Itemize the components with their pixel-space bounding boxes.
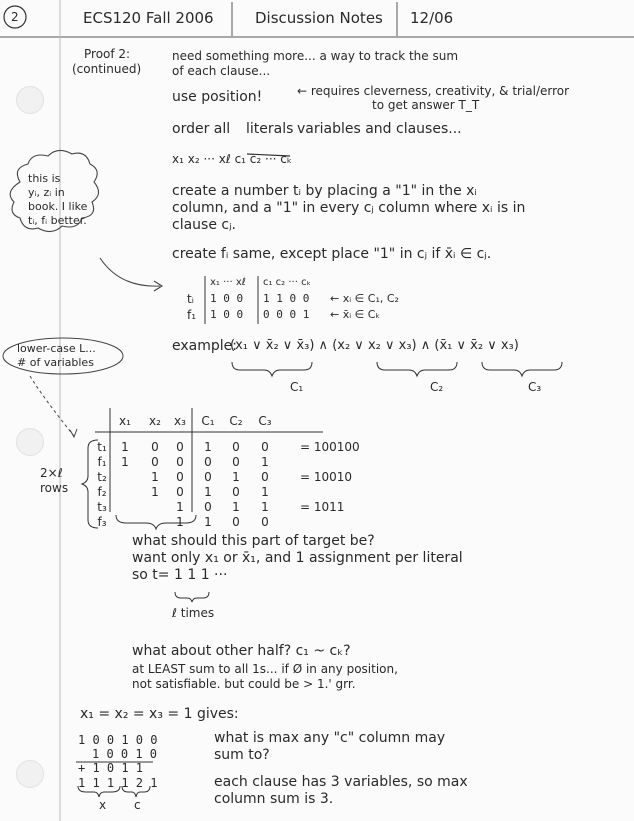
side-label-1: 2×ℓ <box>40 466 63 480</box>
binder-hole <box>16 760 44 788</box>
table-cell: 0 <box>232 440 240 454</box>
table-cell: 0 <box>261 515 269 529</box>
target-q3: so t= 1 1 1 ··· <box>132 567 228 583</box>
table-cell: 1 <box>121 440 129 454</box>
binder-hole <box>16 428 44 456</box>
table-cell: 1 <box>121 455 129 469</box>
table-row-label: f₃ <box>97 515 107 529</box>
clause-label-c1: C₁ <box>290 380 304 394</box>
line-create-f: create fᵢ same, except place "1" in cⱼ if x̄ᵢ ∈ cⱼ. <box>172 246 492 262</box>
table-header-cell: C₃ <box>258 414 272 428</box>
ans-2: column sum is 3. <box>214 791 334 807</box>
line-create-t1: create a number tᵢ by placing a "1" in the xᵢ <box>172 183 477 199</box>
table-header-cell: x₃ <box>174 414 186 428</box>
table-cell: 0 <box>261 440 269 454</box>
mini-row-note: ← x̄ᵢ ∈ Cₖ <box>330 308 381 321</box>
table-cell: 0 <box>176 470 184 484</box>
mini-row-label: f₁ <box>187 308 197 322</box>
table-cell: 0 <box>232 455 240 469</box>
cloud-note-4: tᵢ, fᵢ better. <box>28 214 87 227</box>
table-cell: 0 <box>151 455 159 469</box>
mini-row-label: tᵢ <box>187 292 194 306</box>
assignment-eq: x₁ = x₂ = x₃ = 1 gives: <box>80 706 239 722</box>
mini-header-x: x₁ ··· xℓ <box>210 277 246 288</box>
table-cell: 1 <box>151 470 159 484</box>
sum-row-2: 1 0 0 1 0 <box>92 747 158 761</box>
q-max-2: sum to? <box>214 747 270 763</box>
other-half-3: not satisfiable. but could be > 1.' grr. <box>132 677 356 691</box>
table-row-label: t₂ <box>97 470 107 484</box>
table-cell: 0 <box>232 515 240 529</box>
table-cell: 1 <box>232 470 240 484</box>
table-row-label: t₃ <box>97 500 107 514</box>
other-half-2: at LEAST sum to all 1s... if Ø in any position, <box>132 662 398 676</box>
table-cell: 1 <box>204 485 212 499</box>
side-label-2: rows <box>40 481 69 495</box>
table-cell: 1 <box>151 485 159 499</box>
clause-label-c2: C₂ <box>430 380 444 394</box>
cloud-note-2: yᵢ, zᵢ in <box>28 186 65 199</box>
sum-row-1: 1 0 0 1 0 0 <box>78 733 158 747</box>
line-use-position: use position! <box>172 89 263 105</box>
mini-header-c: c₁ c₂ ··· cₖ <box>263 277 311 288</box>
table-cell: 0 <box>176 485 184 499</box>
under-label-x: x <box>99 798 107 812</box>
table-cell: 0 <box>204 500 212 514</box>
table-row-label: t₁ <box>97 440 107 454</box>
table-header-cell: x₂ <box>149 414 161 428</box>
notes-title: Discussion Notes <box>255 9 383 27</box>
table-row-result: = 10010 <box>300 470 353 484</box>
table-cell: 0 <box>204 470 212 484</box>
table-header-cell: x₁ <box>119 414 131 428</box>
table-header-cell: C₂ <box>229 414 243 428</box>
table-cell: 1 <box>176 515 184 529</box>
line-order-struck: literals <box>246 121 294 137</box>
line-cleverness2: to get answer T_T <box>372 98 480 112</box>
mini-row-cs: 1 1 0 0 <box>263 292 310 305</box>
proof-continued: (continued) <box>72 62 142 76</box>
under-label-c: c <box>134 798 141 812</box>
table-row-result: = 1011 <box>300 500 345 514</box>
line-cleverness: ← requires cleverness, creativity, & trial/error <box>297 84 570 98</box>
page-number: 2 <box>11 10 19 24</box>
mini-row-xs: 1 0 0 <box>210 292 244 305</box>
q-max-1: what is max any "c" column may <box>214 730 446 746</box>
proof-label: Proof 2: <box>84 47 131 61</box>
line-order-pre: order all <box>172 121 231 137</box>
course-title: ECS120 Fall 2006 <box>83 9 214 27</box>
line-need: need something more... a way to track the sum <box>172 49 459 63</box>
table-row-label: f₁ <box>97 455 107 469</box>
line-seq: x₁ x₂ ··· xℓ c₁ c₂ ··· cₖ <box>172 152 292 166</box>
sum-row-3: + 1 0 1 1 <box>78 761 144 775</box>
lowercase-note-2: # of variables <box>17 356 94 369</box>
mini-row-xs: 1 0 0 <box>210 308 244 321</box>
table-cell: 0 <box>151 440 159 454</box>
line-need2: of each clause... <box>172 64 271 78</box>
table-cell: 0 <box>176 455 184 469</box>
table-cell: 0 <box>176 440 184 454</box>
table-cell: 1 <box>261 455 269 469</box>
line-create-t2: column, and a "1" in every cⱼ column where xᵢ is in <box>172 200 526 216</box>
table-cell: 0 <box>261 470 269 484</box>
ans-1: each clause has 3 variables, so max <box>214 774 468 790</box>
table-cell: 1 <box>204 515 212 529</box>
notes-date: 12/06 <box>410 9 454 27</box>
target-times: ℓ times <box>172 606 215 620</box>
table-cell: 1 <box>261 500 269 514</box>
cloud-note-3: book. I like <box>28 200 88 213</box>
table-row-result: = 100100 <box>300 440 360 454</box>
sum-row-4: 1 1 1 1 2 1 <box>78 776 158 790</box>
mini-row-cs: 0 0 0 1 <box>263 308 310 321</box>
table-header-cell: C₁ <box>201 414 215 428</box>
table-cell: 1 <box>261 485 269 499</box>
table-cell: 1 <box>204 440 212 454</box>
line-order-post: variables and clauses... <box>297 121 462 137</box>
binder-hole <box>16 86 44 114</box>
example-formula: (x₁ ∨ x̄₂ ∨ x̄₃) ∧ (x₂ ∨ x₂ ∨ x₃) ∧ (x̄₁ ∨ x̄₂ ∨ x₃) <box>230 338 519 353</box>
cloud-note-1: this is <box>28 172 61 185</box>
table-cell: 0 <box>204 455 212 469</box>
example-label: example: <box>172 338 237 354</box>
table-cell: 1 <box>232 500 240 514</box>
table-row-label: f₂ <box>97 485 107 499</box>
table-cell: 1 <box>176 500 184 514</box>
clause-label-c3: C₃ <box>528 380 542 394</box>
mini-row-note: ← xᵢ ∈ C₁, C₂ <box>330 292 399 305</box>
arrow-curve <box>100 258 160 286</box>
other-half-1: what about other half? c₁ ~ cₖ? <box>132 643 351 659</box>
lowercase-note-1: lower-case L... <box>17 342 96 355</box>
target-q2: want only x₁ or x̄₁, and 1 assignment per literal <box>132 550 463 566</box>
line-create-t3: clause cⱼ. <box>172 217 236 233</box>
target-q1: what should this part of target be? <box>132 533 375 549</box>
table-cell: 0 <box>232 485 240 499</box>
